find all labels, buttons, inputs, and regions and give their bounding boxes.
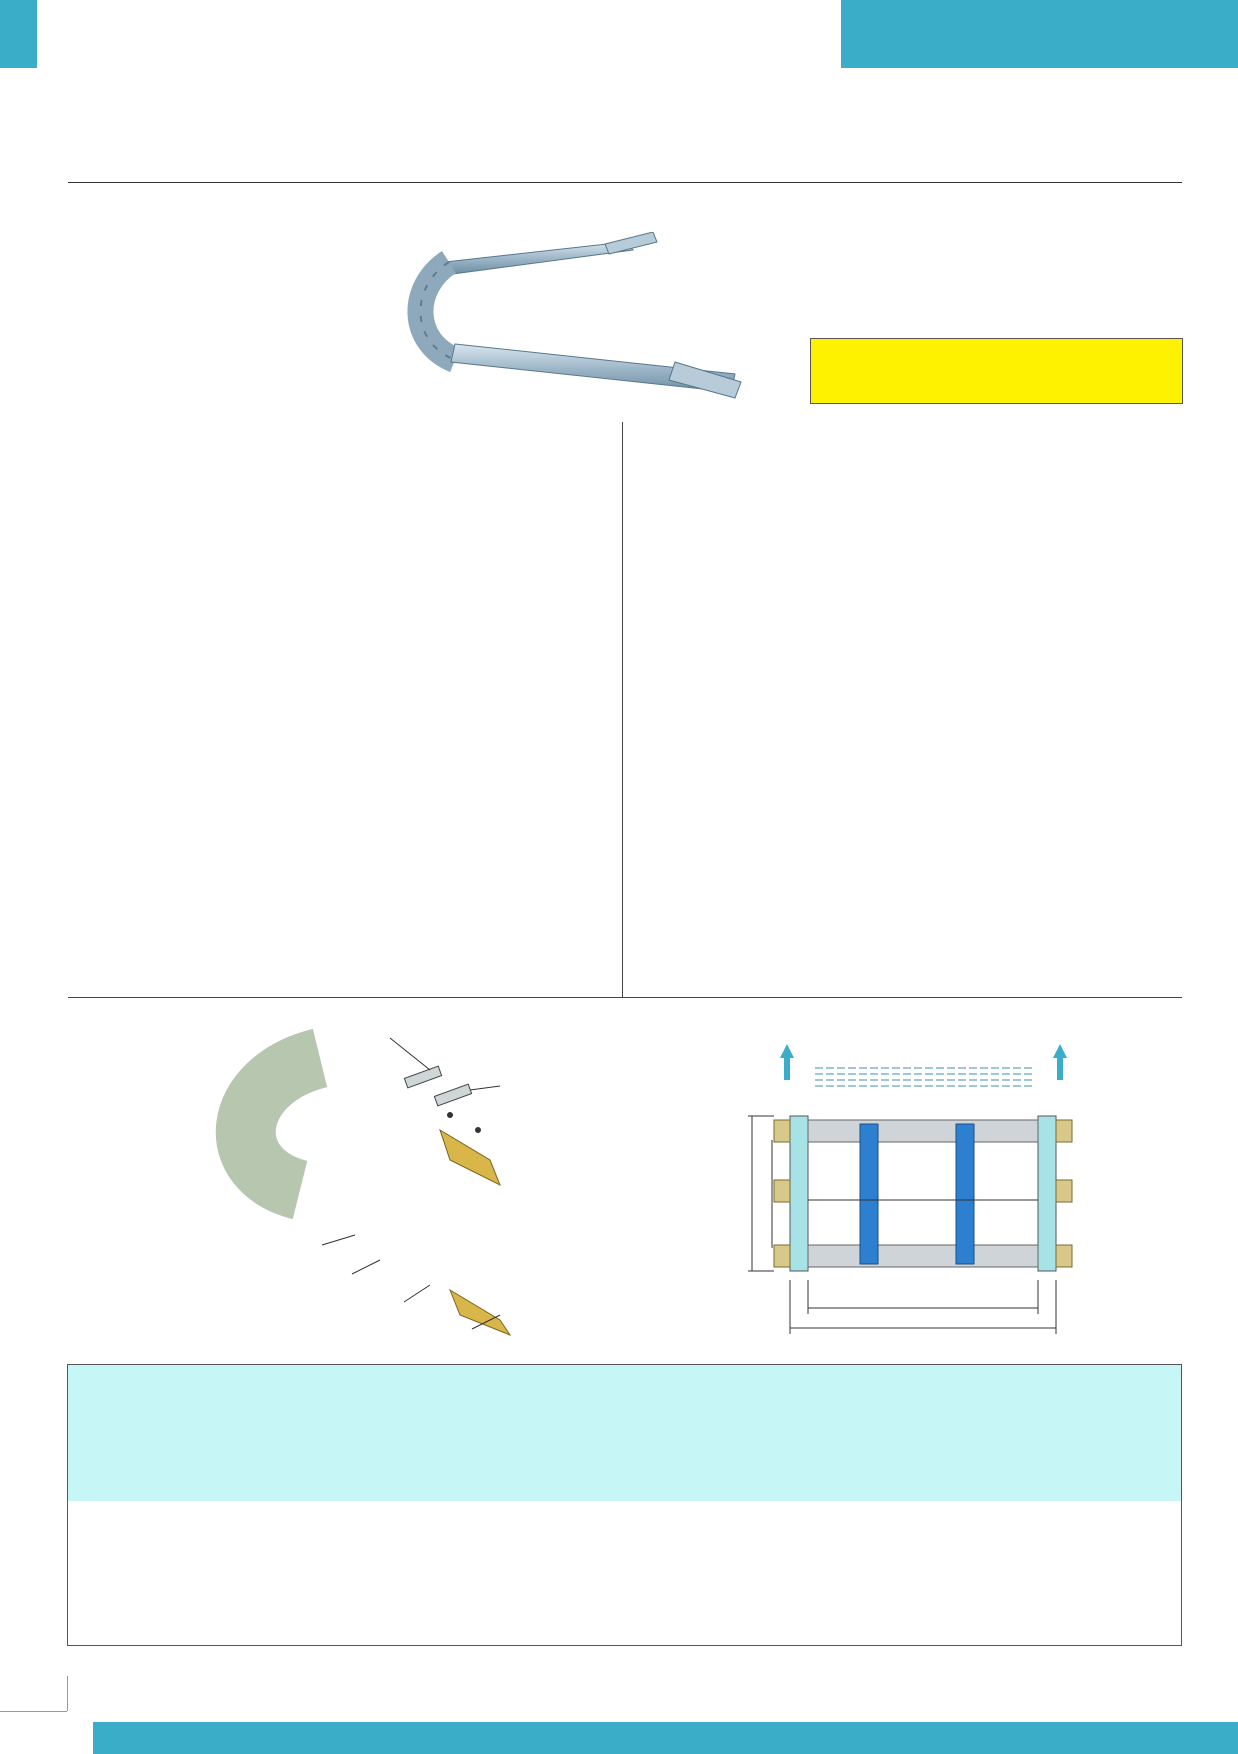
spec-table-header [68,1365,1181,1501]
section-divider [68,997,1182,998]
footer-accent-bar [93,1722,1238,1754]
page-corner-mark [67,1676,68,1711]
dimension-drawing [740,1040,1080,1340]
page-corner-mark [0,1711,67,1712]
column-divider [622,422,623,998]
title-divider [68,182,1182,183]
product-photo-chain [405,232,745,410]
en-column [652,430,1172,442]
exploded-chain-diagram [150,1020,590,1340]
patent-box [810,338,1183,404]
spec-table [67,1364,1182,1646]
cn-column [106,428,606,436]
header-accent-bar-right [841,0,1238,68]
header-accent-bar-left [0,0,37,68]
